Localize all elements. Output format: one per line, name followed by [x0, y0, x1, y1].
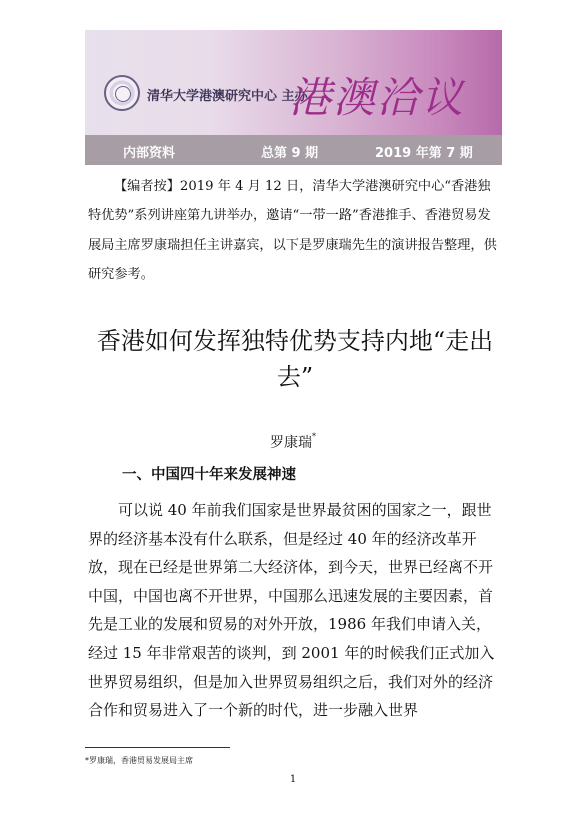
- page-number: 1: [289, 774, 297, 785]
- header-banner: [85, 30, 502, 135]
- issue-year-number: 2019 年第 7 期: [375, 146, 473, 161]
- article-title: 香港如何发挥独特优势支持内地“走出去”: [96, 327, 494, 391]
- issue-total-number: 总第 9 期: [261, 146, 319, 161]
- footnote-divider: [85, 747, 230, 748]
- body-paragraph: 可以说 40 年前我们国家是世界最贫困的国家之一，跟世界的经济基本没有什么联系，但是经过 40 年的经济改革开放，现在已经是世界第二大经济体，到今天，世界已经离不开中国，中国也离不开世界，中国那么迅速发展的主要因素，首先是工业的发展和贸易的对外开放，1986 年我们申请入关，经过 15 年非常艰苦的谈判，到 2001 年的时候我们正式加入世界贸易组织，但是加入世界贸易组织之后，我们对外的经济合作和贸易进入了一个新的时代，进一步融入世界: [88, 501, 495, 720]
- article-author: [0, 432, 586, 452]
- author-name: 罗康瑞: [270, 435, 312, 451]
- footnote-text: *罗康瑞，香港贸易发展局主席: [85, 756, 193, 765]
- footnote-marker: *: [312, 432, 316, 441]
- publication-logo: 港澳洽议: [289, 73, 466, 122]
- section-heading: 一、中国四十年来发展神速: [122, 467, 296, 483]
- university-emblem-icon: [104, 75, 140, 111]
- issue-info-bar: [85, 135, 502, 165]
- issue-type: 内部资料: [123, 146, 176, 161]
- editor-note: 【编者按】2019 年 4 月 12 日，清华大学港澳研究中心“香港独特优势”系列讲座第九讲举办，邀请“一带一路”香港推手、香港贸易发展局主席罗康瑞担任主讲嘉宾，以下是罗康瑞先生的演讲报告整理，供研究参考。: [88, 179, 497, 282]
- organizer-text: 清华大学港澳研究中心 主办: [147, 89, 308, 104]
